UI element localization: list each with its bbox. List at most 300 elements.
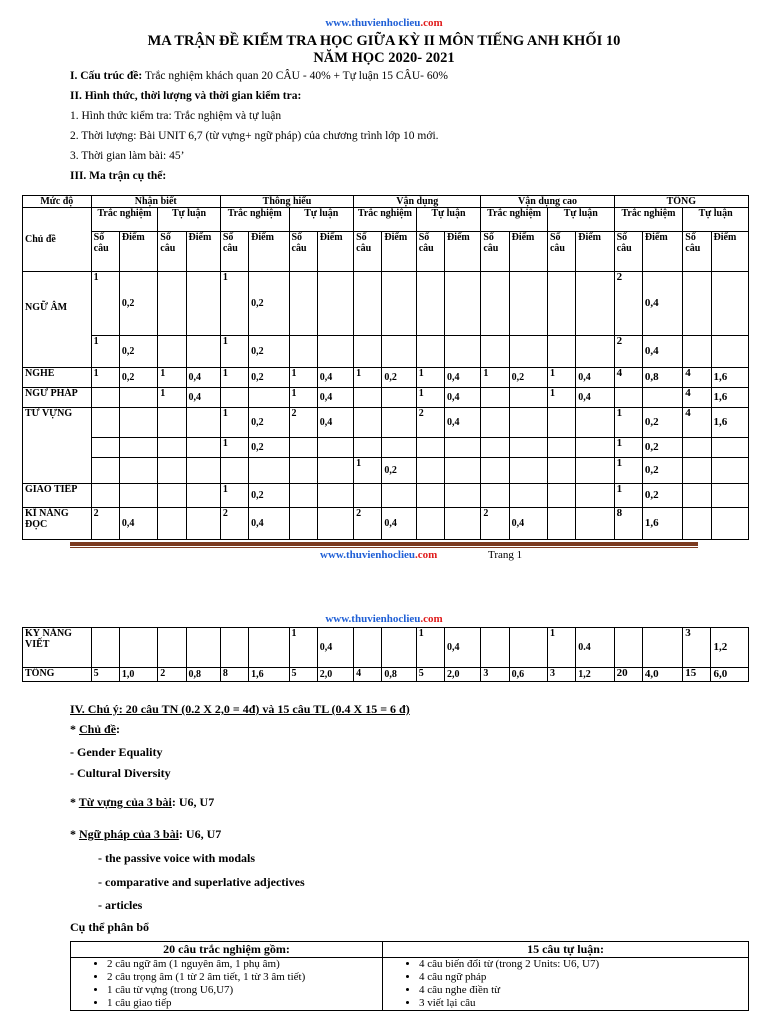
cell-diem	[186, 336, 220, 368]
cell-socau: 1	[220, 484, 248, 508]
cell-diem	[119, 438, 157, 458]
cell-socau	[91, 484, 119, 508]
header-level: Vận dụng	[354, 196, 481, 208]
format-item: 3. Thời gian làm bài: 45’	[70, 150, 185, 162]
cell-socau	[289, 484, 317, 508]
page-title: MA TRẬN ĐỀ KIỂM TRA HỌC GIỮA KỲ II MÔN TIẾNG ANH KHỐI 10 NĂM HỌC 2020- 2021	[147, 33, 621, 66]
cell-socau: 8	[614, 508, 642, 540]
cell-diem: 0,2	[642, 484, 682, 508]
cell-diem	[576, 408, 614, 438]
cell-diem	[249, 628, 289, 668]
cell-diem	[186, 272, 220, 336]
cell-diem	[711, 508, 748, 540]
table-row	[23, 438, 749, 458]
cell-diem: 0,4	[642, 272, 682, 336]
footer-rule	[70, 547, 698, 548]
table-row	[23, 336, 749, 368]
topic-item: - Gender Equality	[70, 745, 163, 759]
cell-diem	[509, 272, 547, 336]
cell-socau	[354, 408, 382, 438]
cell-diem: 0,2	[249, 336, 289, 368]
cell-diem: 0,4	[382, 508, 416, 540]
cell-diem	[509, 628, 547, 668]
cell-socau	[481, 628, 509, 668]
format-item: 2. Thời lượng: Bài UNIT 6,7 (từ vựng+ ngữ pháp) của chương trình lớp 10 mới.	[70, 130, 439, 142]
cell-socau: 1	[547, 388, 575, 408]
row-topic: TỔNG	[23, 668, 92, 682]
cell-socau	[481, 438, 509, 458]
grammar-item: - the passive voice with modals	[98, 851, 255, 865]
cell-diem: 0,4	[576, 388, 614, 408]
cell-socau	[354, 628, 382, 668]
cell-socau	[547, 272, 575, 336]
table-row	[23, 484, 749, 508]
cell-diem	[576, 458, 614, 484]
cell-diem: 1,6	[249, 668, 289, 682]
written-header: 15 câu tự luận:	[383, 942, 749, 958]
header-level: TỔNG	[614, 196, 748, 208]
cell-diem	[642, 628, 682, 668]
cell-diem	[576, 484, 614, 508]
cell-diem: 4,0	[642, 668, 682, 682]
cell-diem	[249, 388, 289, 408]
cell-diem	[576, 438, 614, 458]
cell-socau: 1	[416, 388, 444, 408]
cell-diem: 1,6	[711, 388, 748, 408]
header-socau: Số câu	[91, 232, 119, 272]
cell-socau	[91, 458, 119, 484]
row-topic: NGHE	[23, 368, 92, 388]
table-row	[23, 368, 749, 388]
cell-socau	[547, 408, 575, 438]
cell-socau: 1	[416, 368, 444, 388]
allocation-heading: Cụ thể phân bổ	[70, 920, 150, 934]
cell-diem: 1,0	[119, 668, 157, 682]
cell-diem: 1,2	[576, 668, 614, 682]
cell-socau: 15	[683, 668, 711, 682]
cell-diem: 0,4	[444, 628, 480, 668]
cell-socau	[354, 336, 382, 368]
cell-socau: 2	[481, 508, 509, 540]
cell-diem	[444, 484, 480, 508]
cell-socau	[416, 272, 444, 336]
header-tl: Tự luận	[547, 208, 614, 232]
cell-diem	[509, 438, 547, 458]
cell-diem	[119, 628, 157, 668]
cell-socau: 2	[354, 508, 382, 540]
cell-diem	[444, 336, 480, 368]
cell-socau: 1	[158, 388, 186, 408]
cell-socau	[683, 336, 711, 368]
cell-socau: 2	[220, 508, 248, 540]
cell-socau: 2	[614, 336, 642, 368]
header-socau: Số câu	[481, 232, 509, 272]
cell-diem	[317, 484, 353, 508]
cell-diem	[382, 336, 416, 368]
cell-socau	[220, 628, 248, 668]
cell-diem	[186, 438, 220, 458]
cell-socau: 1	[547, 628, 575, 668]
cell-socau	[289, 508, 317, 540]
cell-socau	[158, 484, 186, 508]
cell-diem	[186, 628, 220, 668]
matrix-table	[22, 195, 749, 540]
cell-diem	[444, 272, 480, 336]
row-topic: TỪ VỰNG	[23, 408, 92, 484]
cell-diem	[317, 508, 353, 540]
cell-socau: 2	[289, 408, 317, 438]
cell-diem	[711, 484, 748, 508]
written-item: • 4 câu nghe điền từ	[419, 984, 742, 997]
header-socau: Số câu	[220, 232, 248, 272]
cell-socau: 5	[289, 668, 317, 682]
cell-diem	[317, 336, 353, 368]
cell-diem: 0,4	[317, 628, 353, 668]
cell-socau	[547, 484, 575, 508]
cell-diem	[382, 628, 416, 668]
cell-socau	[354, 388, 382, 408]
written-item: • 3 viết lại câu	[419, 997, 742, 1010]
header-tl: Tự luận	[416, 208, 481, 232]
cell-socau: 2	[158, 668, 186, 682]
cell-diem	[509, 336, 547, 368]
cell-socau: 1	[289, 368, 317, 388]
cell-socau	[547, 438, 575, 458]
format-item: 1. Hình thức kiểm tra: Trắc nghiệm và tự luận	[70, 110, 282, 122]
header-tl: Tự luận	[683, 208, 749, 232]
cell-diem: 0,2	[119, 336, 157, 368]
cell-socau	[289, 458, 317, 484]
cell-diem: 0,8	[186, 668, 220, 682]
cell-socau: 1	[220, 336, 248, 368]
cell-diem: 0,2	[642, 408, 682, 438]
cell-diem: 0,2	[382, 458, 416, 484]
cell-diem: 0,2	[509, 368, 547, 388]
allocation-table	[70, 941, 749, 1011]
cell-socau: 2	[614, 272, 642, 336]
page-number: Trang 1	[488, 549, 523, 561]
cell-socau: 1	[614, 458, 642, 484]
cell-diem: 0,2	[642, 438, 682, 458]
header-tn: Trắc nghiệm	[354, 208, 417, 232]
cell-diem: 0,4	[642, 336, 682, 368]
cell-socau	[354, 272, 382, 336]
cell-socau	[158, 272, 186, 336]
written-item: • 4 câu ngữ pháp	[419, 971, 742, 984]
footer-rule	[70, 542, 698, 546]
site-header[interactable]: www.thuvienhoclieu.com	[325, 17, 443, 29]
cell-socau	[614, 388, 642, 408]
row-topic: KĨ NĂNG ĐỌC	[23, 508, 92, 540]
table-row	[23, 508, 749, 540]
cell-socau: 1	[91, 272, 119, 336]
cell-socau	[91, 628, 119, 668]
cell-diem	[642, 388, 682, 408]
header-diem: Điểm	[711, 232, 748, 272]
header-tn: Trắc nghiệm	[614, 208, 683, 232]
cell-socau: 1	[547, 368, 575, 388]
cell-diem	[576, 336, 614, 368]
cell-diem: 0,2	[119, 272, 157, 336]
chude-heading: * Chủ đề:	[70, 722, 121, 736]
cell-socau	[481, 458, 509, 484]
mcq-item: • 1 câu giao tiếp	[107, 997, 376, 1010]
cell-socau	[91, 388, 119, 408]
cell-socau: 1	[158, 368, 186, 388]
cell-diem: 1,2	[711, 628, 749, 668]
cell-socau	[547, 458, 575, 484]
header-diem: Điểm	[382, 232, 416, 272]
header-diem: Điểm	[249, 232, 289, 272]
cell-diem: 0,4	[119, 508, 157, 540]
cell-socau	[220, 388, 248, 408]
cell-diem	[119, 408, 157, 438]
cell-socau	[416, 484, 444, 508]
cell-socau: 5	[91, 668, 119, 682]
cell-diem	[444, 508, 480, 540]
cell-diem	[711, 272, 748, 336]
cell-socau: 1	[614, 408, 642, 438]
cell-diem: 0,2	[249, 272, 289, 336]
header-mucdo: Mức độ	[23, 196, 92, 208]
cell-socau	[547, 336, 575, 368]
cell-diem	[249, 458, 289, 484]
cell-diem: 0,2	[249, 408, 289, 438]
cell-socau: 1	[220, 368, 248, 388]
header-tn: Trắc nghiệm	[481, 208, 548, 232]
table-row	[23, 628, 749, 668]
cell-socau	[158, 336, 186, 368]
topic-item: - Cultural Diversity	[70, 766, 171, 780]
cell-socau: 8	[220, 668, 248, 682]
cell-socau	[158, 438, 186, 458]
cell-socau	[416, 336, 444, 368]
cell-diem: 0,4	[186, 388, 220, 408]
cell-socau	[683, 438, 711, 458]
cell-diem	[382, 484, 416, 508]
cell-socau	[416, 508, 444, 540]
cell-socau	[481, 408, 509, 438]
vocab-heading: * Từ vựng của 3 bài: U6, U7	[70, 795, 215, 809]
cell-socau: 5	[416, 668, 444, 682]
cell-diem: 0,4	[444, 388, 480, 408]
section-format: II. Hình thức, thời lượng và thời gian kiểm tra:	[70, 90, 302, 102]
cell-diem	[711, 438, 748, 458]
cell-diem: 0,2	[249, 438, 289, 458]
header-socau: Số câu	[614, 232, 642, 272]
cell-socau: 1	[416, 628, 444, 668]
cell-socau	[91, 408, 119, 438]
table-row	[23, 668, 749, 682]
cell-diem: 2,0	[317, 668, 353, 682]
header-socau: Số câu	[547, 232, 575, 272]
cell-socau	[220, 458, 248, 484]
cell-diem: 0,2	[249, 368, 289, 388]
cell-socau: 1	[614, 484, 642, 508]
cell-diem	[317, 438, 353, 458]
cell-socau	[91, 438, 119, 458]
cell-diem: 0,4	[444, 368, 480, 388]
cell-diem: 1,6	[711, 368, 748, 388]
header-diem: Điểm	[444, 232, 480, 272]
header-socau: Số câu	[158, 232, 186, 272]
cell-socau: 4	[683, 408, 711, 438]
cell-diem	[186, 458, 220, 484]
cell-diem	[509, 458, 547, 484]
cell-diem: 0,4	[576, 368, 614, 388]
cell-diem	[119, 484, 157, 508]
cell-socau: 1	[91, 368, 119, 388]
cell-socau: 1	[91, 336, 119, 368]
header-tn: Trắc nghiệm	[220, 208, 289, 232]
cell-diem: 0,4	[444, 408, 480, 438]
row-topic: KỸ NĂNG VIẾT	[23, 628, 92, 668]
cell-socau	[158, 628, 186, 668]
matrix-table-continued	[22, 627, 749, 682]
header-socau: Số câu	[416, 232, 444, 272]
cell-socau: 1	[354, 368, 382, 388]
cell-diem: 0,4	[317, 388, 353, 408]
header-tl: Tự luận	[289, 208, 354, 232]
cell-socau: 1	[614, 438, 642, 458]
cell-socau: 2	[91, 508, 119, 540]
header-level: Vận dụng cao	[481, 196, 614, 208]
cell-diem	[444, 438, 480, 458]
cell-socau	[158, 458, 186, 484]
cell-diem: 0,6	[509, 668, 547, 682]
section-matrix: III. Ma trận cụ thể:	[70, 170, 167, 182]
cell-socau: 1	[220, 438, 248, 458]
cell-diem	[711, 458, 748, 484]
table-row	[23, 388, 749, 408]
header-socau: Số câu	[683, 232, 711, 272]
header-chude: Chủ đề	[23, 208, 92, 272]
cell-socau	[289, 272, 317, 336]
table-row	[23, 408, 749, 438]
header-socau: Số câu	[354, 232, 382, 272]
footer-site-link[interactable]: www.thuvienhoclieu.com	[320, 549, 438, 561]
header-diem: Điểm	[642, 232, 682, 272]
cell-diem	[382, 438, 416, 458]
section-structure: I. Cấu trúc đề: Trắc nghiệm khách quan 20 CÂU - 40% + Tự luận 15 CÂU- 60%	[70, 70, 448, 82]
cell-diem	[576, 508, 614, 540]
cell-socau: 1	[220, 408, 248, 438]
cell-diem: 0,2	[382, 368, 416, 388]
header-level: Nhận biết	[91, 196, 220, 208]
cell-diem	[711, 336, 748, 368]
cell-socau	[158, 408, 186, 438]
cell-diem: 0,2	[119, 368, 157, 388]
cell-diem: 0,8	[382, 668, 416, 682]
row-topic: NGỮ ÂM	[23, 272, 92, 368]
cell-diem: 0.4	[576, 628, 614, 668]
header-diem: Điểm	[576, 232, 614, 272]
grammar-item: - articles	[98, 898, 143, 912]
cell-socau: 3	[683, 628, 711, 668]
cell-socau: 4	[354, 668, 382, 682]
cell-socau	[354, 438, 382, 458]
cell-diem: 0,4	[317, 408, 353, 438]
cell-socau: 1	[354, 458, 382, 484]
written-item: • 4 câu biến đổi từ (trong 2 Units: U6, U7)	[419, 958, 742, 971]
cell-socau	[547, 508, 575, 540]
cell-socau	[354, 484, 382, 508]
cell-socau: 1	[289, 388, 317, 408]
cell-diem: 0,8	[642, 368, 682, 388]
header-level: Thông hiểu	[220, 196, 353, 208]
cell-diem	[382, 408, 416, 438]
cell-socau	[683, 484, 711, 508]
cell-diem: 0,4	[509, 508, 547, 540]
header-diem: Điểm	[119, 232, 157, 272]
cell-diem	[444, 458, 480, 484]
cell-socau	[481, 484, 509, 508]
cell-socau	[158, 508, 186, 540]
cell-diem	[119, 458, 157, 484]
cell-socau	[416, 458, 444, 484]
cell-socau	[289, 336, 317, 368]
cell-diem: 0,4	[249, 508, 289, 540]
cell-socau: 3	[547, 668, 575, 682]
row-topic: GIAO TIẾP	[23, 484, 92, 508]
cell-socau: 4	[614, 368, 642, 388]
header-socau: Số câu	[289, 232, 317, 272]
cell-socau	[481, 272, 509, 336]
header-diem: Điểm	[186, 232, 220, 272]
cell-diem	[509, 408, 547, 438]
cell-socau: 2	[416, 408, 444, 438]
mcq-item: • 1 câu từ vựng (trong U6,U7)	[107, 984, 376, 997]
cell-socau: 1	[481, 368, 509, 388]
cell-socau	[481, 336, 509, 368]
cell-diem: 0,4	[186, 368, 220, 388]
header-diem: Điểm	[317, 232, 353, 272]
cell-socau	[416, 438, 444, 458]
cell-socau	[614, 628, 642, 668]
cell-diem: 0,4	[317, 368, 353, 388]
cell-socau: 1	[220, 272, 248, 336]
cell-socau: 3	[481, 668, 509, 682]
cell-diem: 0,2	[642, 458, 682, 484]
header-tl: Tự luận	[158, 208, 221, 232]
cell-socau	[683, 508, 711, 540]
cell-diem	[119, 388, 157, 408]
mcq-item: • 2 câu ngữ âm (1 nguyên âm, 1 phụ âm)	[107, 958, 376, 971]
cell-diem	[317, 272, 353, 336]
cell-socau: 20	[614, 668, 642, 682]
cell-diem	[317, 458, 353, 484]
cell-diem	[576, 272, 614, 336]
cell-diem: 1,6	[642, 508, 682, 540]
site-header[interactable]: www.thuvienhoclieu.com	[325, 613, 443, 625]
grammar-heading: * Ngữ pháp của 3 bài: U6, U7	[70, 827, 222, 841]
cell-diem: 1,6	[711, 408, 748, 438]
cell-diem: 2,0	[444, 668, 480, 682]
grammar-item: - comparative and superlative adjectives	[98, 875, 305, 889]
table-row	[23, 272, 749, 336]
cell-diem	[382, 388, 416, 408]
cell-diem	[509, 484, 547, 508]
note-heading: IV. Chú ý: 20 câu TN (0.2 X 2,0 = 4đ) và 15 câu TL (0.4 X 15 = 6 đ)	[70, 702, 410, 716]
table-row	[23, 458, 749, 484]
cell-socau	[481, 388, 509, 408]
cell-diem	[186, 408, 220, 438]
mcq-header: 20 câu trắc nghiệm gồm:	[71, 942, 383, 958]
cell-diem	[186, 508, 220, 540]
cell-diem: 6,0	[711, 668, 749, 682]
cell-socau: 4	[683, 388, 711, 408]
cell-socau	[683, 272, 711, 336]
